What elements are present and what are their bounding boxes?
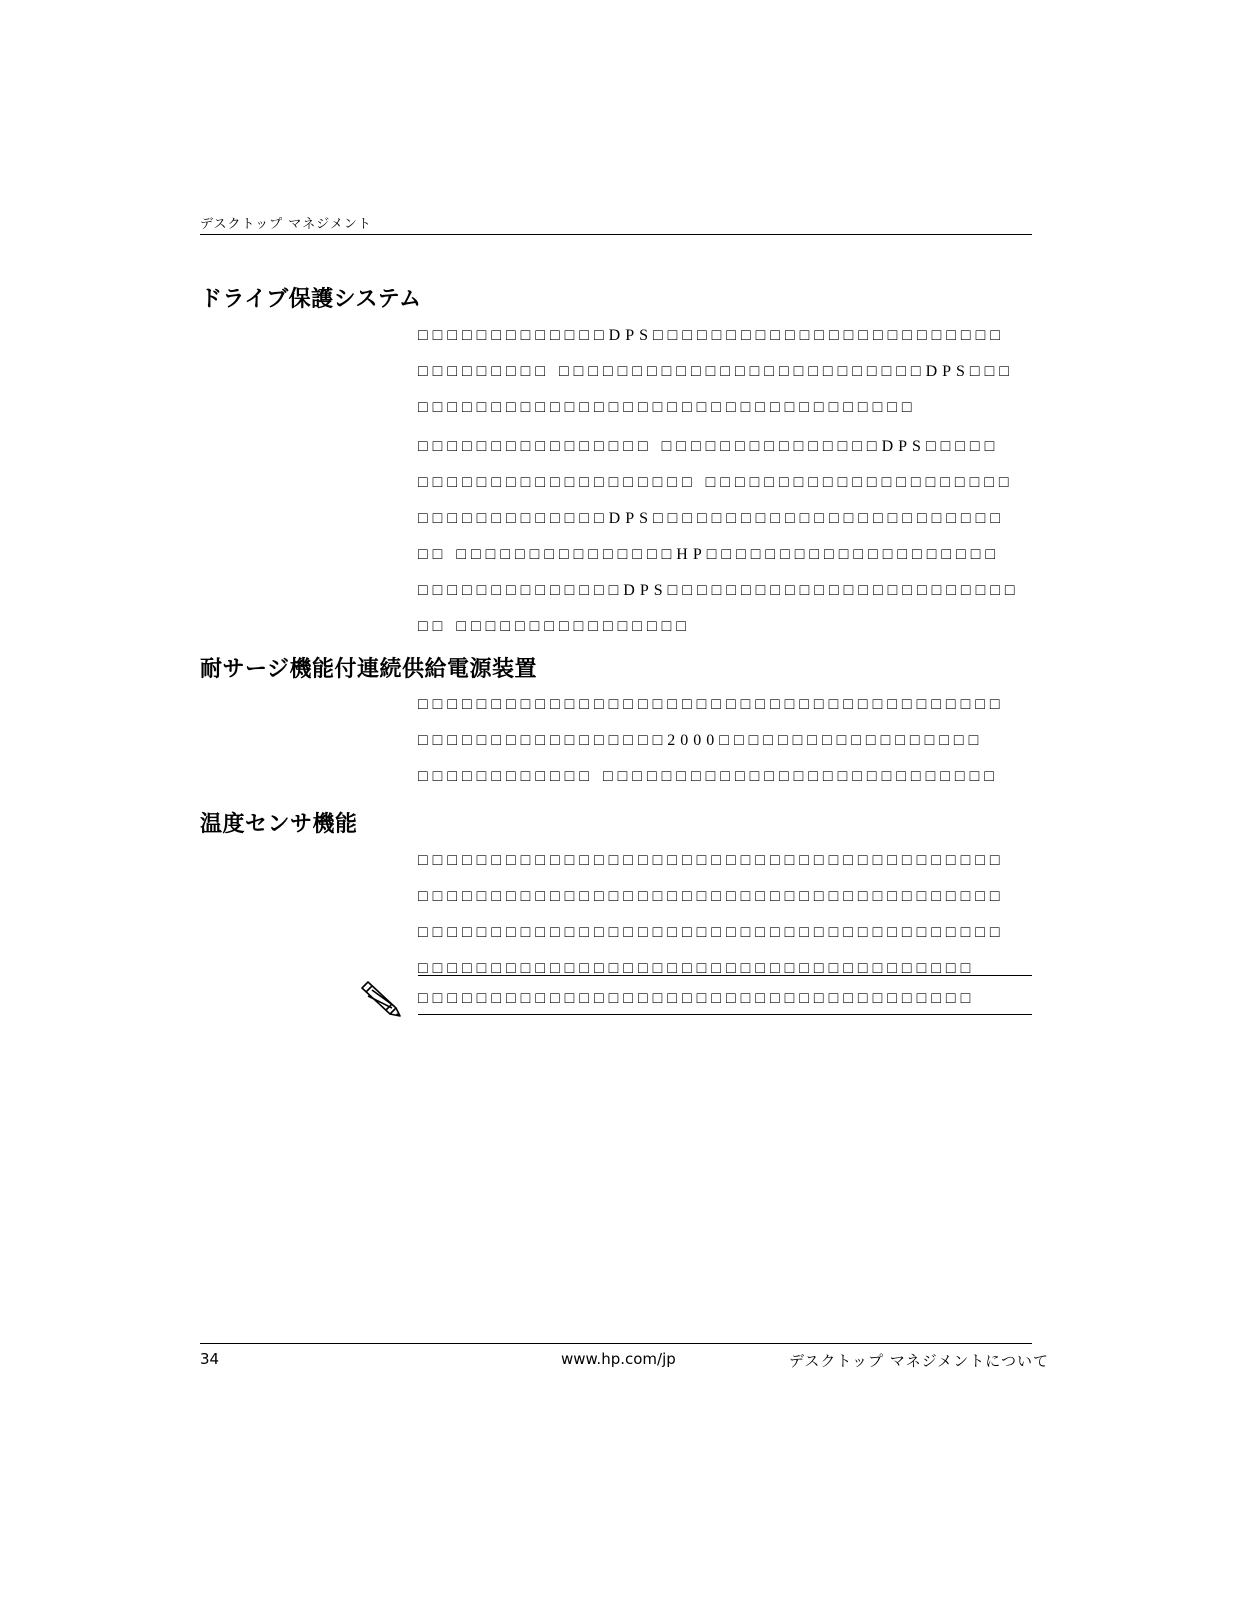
text-line: □□□□□□□□□□□□□□□□ □□□□□□□□□□□□□□□DPS□□□□□ [418,438,1000,455]
text-line: □□□□□□□□□□□□□□□□□□□□□□□□□□□□□□□□□□□□□□ [418,960,976,977]
text-line: □□□□□□□□□□□□□□□□□□□□□□□□□□□□□□□□□□ [418,399,917,416]
section-heading-drive-protection: ドライブ保護システム [200,287,422,312]
note-rule-bottom [418,1014,1032,1015]
header-rule [200,234,1032,235]
paragraph [418,318,1036,426]
section-heading-ups: 耐サージ機能付連続供給電源装置 [200,657,538,682]
text-line: □□□□□□□□□□□□□□□□□□□ □□□□□□□□□□□□□□□□□□□□□ [418,474,1014,491]
text-line: □□□□□□□□□□□□□DPS□□□□□□□□□□□□□□□□□□□□□□□□ [418,510,1005,527]
section-heading-thermal-sensor: 温度センサ機能 [200,812,358,837]
text-line: □□ □□□□□□□□□□□□□□□HP□□□□□□□□□□□□□□□□□□□□ [418,546,1001,563]
text-line: □□□□□□□□□□□□□DPS□□□□□□□□□□□□□□□□□□□□□□□□ [418,327,1005,344]
text-line: □□□□□□□□□□□□□□□□□□□□□□□□□□□□□□□□□□□□□□ [418,990,976,1007]
paragraph [418,429,1036,645]
page-number: 34 [200,1350,220,1368]
text-line: □□□□□□□□□□□□□□□□□□□□□□□□□□□□□□□□□□□□□□□□ [418,924,1005,941]
paragraph [418,843,1036,987]
paragraph [418,687,1036,795]
note-text [418,981,1032,1017]
footer-url: www.hp.com/jp [561,1350,676,1368]
text-line: □□□□□□□□□□□□□□DPS□□□□□□□□□□□□□□□□□□□□□□□□ [418,582,1020,599]
text-line: □□□□□□□□□□□□□□□□□□□□□□□□□□□□□□□□□□□□□□□□ [418,696,1005,713]
running-head: デスクトップ マネジメント [200,217,372,232]
footer-title: デスクトップ マネジメントについて [789,1352,1049,1370]
text-line: □□□□□□□□□ □□□□□□□□□□□□□□□□□□□□□□□□□DPS□□□ [418,363,1014,380]
pencil-note-icon [356,978,404,1018]
text-line: □□□□□□□□□□□□□□□□□□□□□□□□□□□□□□□□□□□□□□□□ [418,852,1005,869]
note-rule-top [418,975,1032,976]
text-line: □□□□□□□□□□□□□□□□□□□□□□□□□□□□□□□□□□□□□□□□ [418,888,1005,905]
text-line: □□ □□□□□□□□□□□□□□□□ [418,618,691,635]
text-line: □□□□□□□□□□□□ □□□□□□□□□□□□□□□□□□□□□□□□□□□ [418,768,999,785]
text-line: □□□□□□□□□□□□□□□□□2000□□□□□□□□□□□□□□□□□□ [418,732,984,749]
footer-rule [200,1343,1032,1344]
